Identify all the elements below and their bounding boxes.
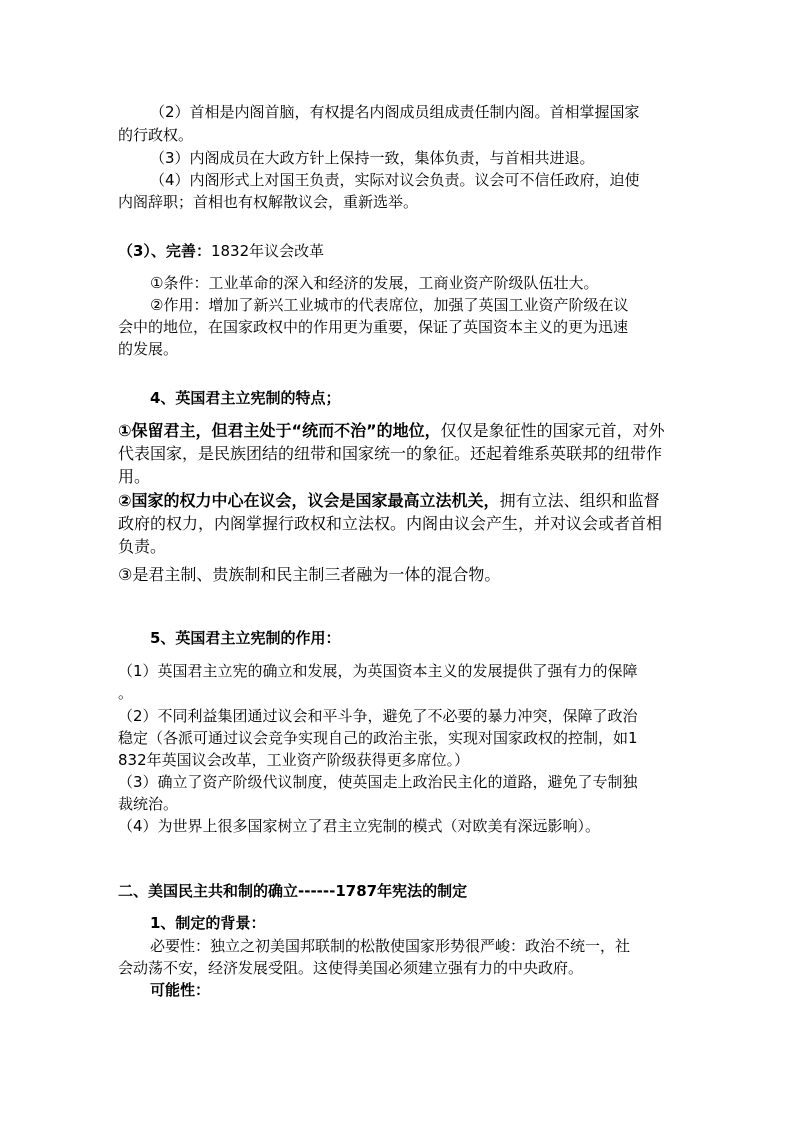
text-line: 的发展。: [118, 340, 179, 358]
text-line: 负责。: [118, 537, 167, 556]
emphasis: ②国家的权力中心在议会，议会是国家最高立法机关，: [118, 491, 500, 510]
text-line: 的行政权。: [118, 126, 194, 144]
text-line: （2）不同利益集团通过议会和平斗争，避免了不必要的暴力冲突，保障了政治: [118, 707, 638, 725]
heading-bold: （3）、完善：: [118, 242, 211, 260]
text-line: 政府的权力，内阁掌握行政权和立法权。内阁由议会产生，并对议会或者首相: [118, 514, 663, 533]
emphasis: ①保留君主，但君主处于“统而不治”的地位，: [118, 421, 441, 440]
section-heading: 4、英国君主立宪制的特点；: [150, 389, 341, 407]
text-line: 会动荡不安，经济发展受阻。这使得美国必须建立强有力的中央政府。: [118, 959, 584, 977]
text-line: 代表国家，是民族团结的纽带和国家统一的象征。还起着维系英联邦的纽带作: [118, 444, 663, 463]
text-line: ②作用：增加了新兴工业城市的代表席位，加强了英国工业资产阶级在议: [150, 296, 629, 314]
sub-heading: 1、制定的背景：: [150, 914, 266, 932]
sub-heading: 可能性：: [150, 981, 211, 999]
text-line: [118, 490, 660, 512]
text-line: 会中的地位，在国家政权中的作用更为重要，保证了英国资本主义的更为迅速: [118, 318, 629, 336]
text-line: 832年英国议会改革，工业资产阶级获得更多席位。）: [118, 751, 470, 769]
text-line: ③是君主制、贵族制和民主制三者融为一体的混合物。: [118, 565, 501, 584]
text-line: ①条件：工业革命的深入和经济的发展，工商业资产阶级队伍壮大。: [150, 274, 599, 292]
text-line: [118, 420, 665, 442]
text-line: （4）为世界上很多国家树立了君主立宪制的模式（对欧美有深远影响）。: [118, 817, 601, 835]
text-line: （1）英国君主立宪的确立和发展，为英国资本主义的发展提供了强有力的保障: [118, 662, 638, 680]
text-line: 。: [118, 684, 134, 702]
text-line: 稳定（各派可通过议会竞争实现自己的政治主张，实现对国家政权的控制，如1: [118, 729, 638, 747]
section-heading: 5、英国君主立宪制的作用：: [150, 629, 341, 647]
text-line: 用。: [118, 467, 151, 486]
text-line: （3）内阁成员在大政方针上保持一致，集体负责，与首相共进退。: [150, 149, 595, 167]
section-heading: [118, 240, 324, 262]
section-heading: 二、美国民主共和制的确立------1787年宪法的制定: [118, 882, 468, 900]
heading-rest: 1832年议会改革: [210, 242, 325, 260]
text-rest: 仅仅是象征性的国家元首，对外: [440, 421, 665, 440]
text-rest: 拥有立法、组织和监督: [499, 491, 660, 510]
text-line: （2）首相是内阁首脑，有权提名内阁成员组成责任制内阁。首相掌握国家: [150, 103, 640, 121]
text-line: 内阁辞职；首相也有权解散议会，重新选举。: [118, 193, 419, 211]
text-line: 必要性：独立之初美国邦联制的松散使国家形势很严峻：政治不统一，社: [150, 937, 631, 955]
text-line: 裁统治。: [118, 795, 179, 813]
text-line: （3）确立了资产阶级代议制度，使英国走上政治民主化的道路，避免了专制独: [118, 773, 638, 791]
text-line: （4）内阁形式上对国王负责，实际对议会负责。议会可不信任政府，迫使: [150, 171, 640, 189]
